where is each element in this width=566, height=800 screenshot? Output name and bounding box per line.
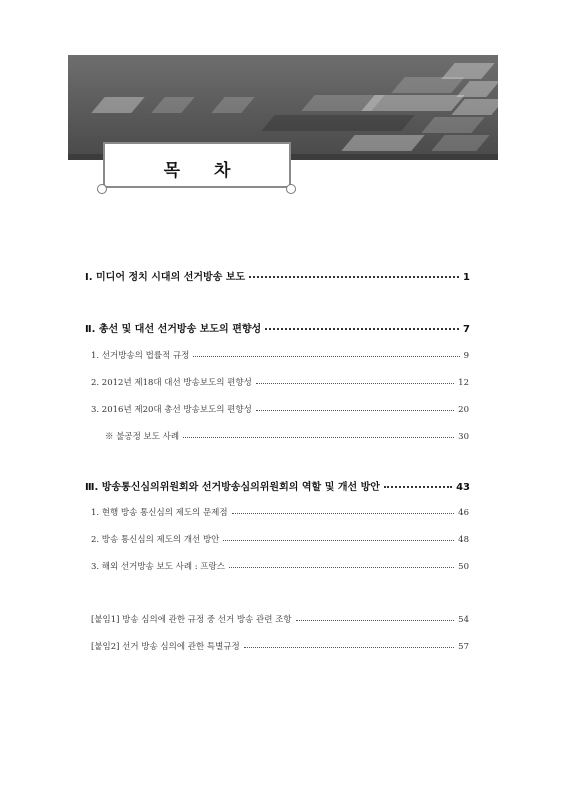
- toc-page-number: 12: [458, 378, 469, 388]
- dot-leader: [244, 647, 454, 648]
- toc-section-label: 1. 선거방송의 법률적 규정: [91, 351, 190, 361]
- toc-section-label: 1. 현행 방송 통신심의 제도의 문제점: [91, 508, 228, 518]
- dot-leader: [229, 567, 454, 568]
- toc-page-number: 50: [458, 562, 469, 572]
- toc-chapter-2[interactable]: [85, 320, 470, 335]
- toc-appendix-1[interactable]: [91, 613, 469, 625]
- toc-page-number: 43: [456, 482, 470, 493]
- dot-leader: [384, 486, 452, 488]
- toc-section-label: 3. 2016년 제20대 총선 방송보도의 편향성: [91, 405, 252, 415]
- toc-section-label: ※ 불공정 보도 사례: [105, 432, 180, 442]
- toc-page-number: 54: [458, 615, 469, 625]
- toc-page-number: 9: [463, 351, 469, 361]
- dot-leader: [249, 276, 459, 278]
- toc-page-number: 20: [458, 405, 469, 415]
- dot-leader: [193, 356, 459, 357]
- page-title: 목 차: [163, 161, 245, 181]
- toc-section-label: 2. 방송 통신심의 제도의 개선 방안: [91, 535, 220, 545]
- dot-leader: [232, 513, 455, 514]
- toc-section-2-1[interactable]: [91, 349, 469, 361]
- toc-page-number: 1: [463, 272, 470, 283]
- toc-page-number: 30: [458, 432, 469, 442]
- toc-chapter-label: Ⅰ. 미디어 정치 시대의 선거방송 보도: [85, 272, 246, 283]
- dot-leader: [265, 328, 459, 330]
- dot-leader: [256, 383, 454, 384]
- dot-leader: [223, 540, 454, 541]
- toc-page-number: 48: [458, 535, 469, 545]
- toc-section-3-2[interactable]: [91, 533, 469, 545]
- right-circle-ornament: [286, 184, 296, 194]
- toc-chapter-1[interactable]: [85, 268, 470, 283]
- toc-section-label: 3. 해외 선거방송 보도 사례 : 프랑스: [91, 562, 225, 572]
- toc-section-3-1[interactable]: [91, 506, 469, 518]
- toc-page-number: 57: [458, 642, 469, 652]
- title-box: [103, 142, 291, 188]
- toc-section-2-2[interactable]: [91, 376, 469, 388]
- toc-appendix-label: [붙임2] 선거 방송 심의에 관한 특별규정: [91, 642, 240, 652]
- toc-page-number: 46: [458, 508, 469, 518]
- toc-chapter-label: Ⅱ. 총선 및 대선 선거방송 보도의 편향성: [85, 324, 262, 335]
- toc-chapter-3[interactable]: [85, 478, 470, 493]
- toc-section-2-3[interactable]: [91, 403, 469, 415]
- dot-leader: [296, 620, 455, 621]
- left-circle-ornament: [97, 184, 107, 194]
- toc-section-3-3[interactable]: [91, 560, 469, 572]
- toc-page-number: 7: [463, 324, 470, 335]
- toc-appendix-2[interactable]: [91, 640, 469, 652]
- toc-section-label: 2. 2012년 제18대 대선 방송보도의 편향성: [91, 378, 252, 388]
- toc-section-2-4[interactable]: [105, 430, 469, 442]
- dot-leader: [256, 410, 454, 411]
- toc-chapter-label: Ⅲ. 방송통신심의위원회와 선거방송심의위원회의 역할 및 개선 방안: [85, 482, 380, 493]
- toc-appendix-label: [붙임1] 방송 심의에 관한 규정 중 선거 방송 관련 조항: [91, 615, 292, 625]
- dot-leader: [183, 437, 454, 438]
